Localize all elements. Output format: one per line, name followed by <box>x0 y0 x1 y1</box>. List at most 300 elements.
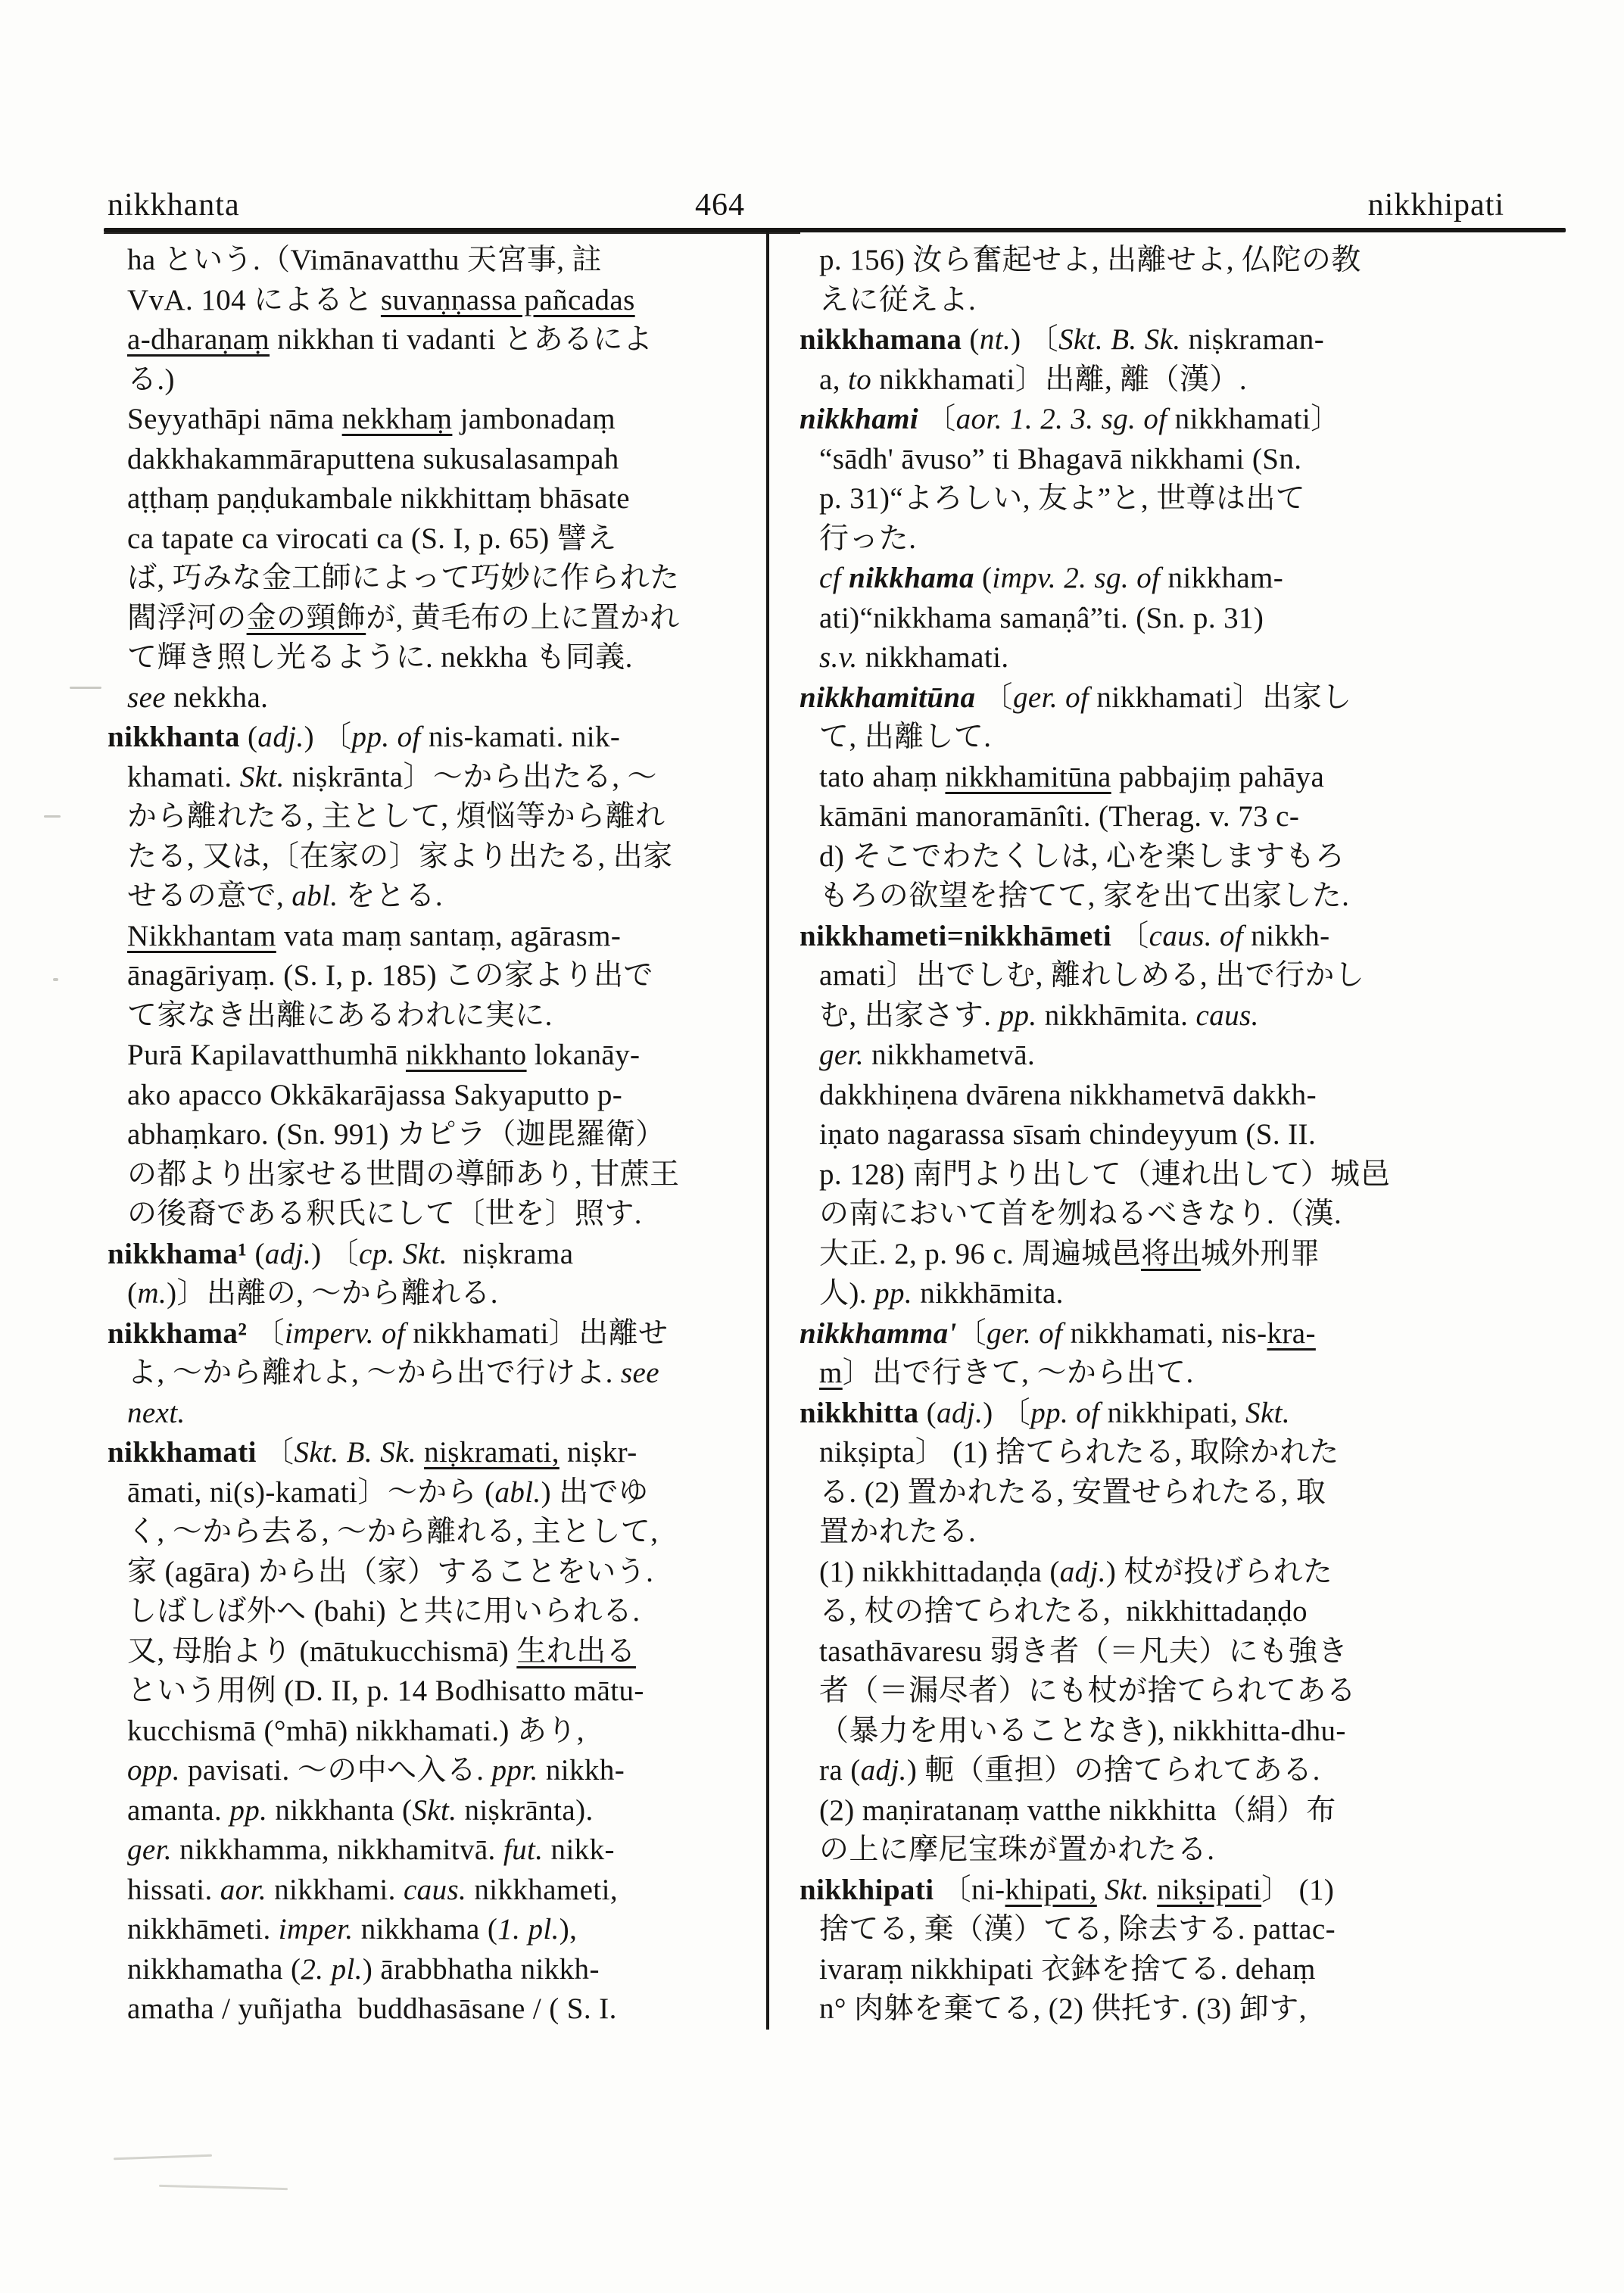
text-segment: （暴力を用いることなき), nikkhitta-dhu- <box>819 1714 1346 1747</box>
text-segment: imperv. of <box>284 1316 406 1350</box>
text-line <box>800 1910 1507 1950</box>
text-segment: hissati. <box>127 1873 220 1906</box>
text-segment: る. (2) 置かれたる, 安置せられたる, 取 <box>819 1475 1326 1509</box>
text-segment: aṭṭhaṃ paṇḍukambale nikkhittaṃ bhāsate <box>127 482 630 515</box>
text-segment: 〔 <box>247 1316 285 1350</box>
text-line <box>800 320 1507 360</box>
text-line <box>800 440 1507 480</box>
text-segment: Skt. <box>412 1793 457 1827</box>
text-line <box>800 479 1507 519</box>
text-segment: Skt. <box>239 760 285 793</box>
text-line <box>108 758 793 798</box>
text-segment: nikkh- <box>1243 919 1330 952</box>
text-segment: Skt. <box>1245 1396 1291 1429</box>
text-segment: cp. Skt. <box>359 1237 447 1270</box>
text-segment: 捨てる, 棄（漢）てる, 除去する. pattac- <box>819 1913 1336 1946</box>
text-segment: pabbajiṃ pahāya <box>1111 760 1325 793</box>
text-line <box>800 956 1507 996</box>
text-segment: nikkhamma' <box>800 1316 957 1350</box>
text-segment: imper. <box>278 1913 354 1946</box>
text-line <box>800 1712 1507 1752</box>
text-line <box>108 1671 793 1712</box>
text-line <box>800 1791 1507 1831</box>
text-segment: Purā Kapilavatthumhā <box>127 1039 406 1071</box>
text-segment: amanta. <box>127 1793 230 1827</box>
text-segment: see <box>620 1357 659 1389</box>
text-segment: ) 軛（重担）の捨てられてある. <box>906 1754 1320 1787</box>
text-segment: dakkhiṇena dvārena nikkhametvā dakkh- <box>819 1078 1317 1111</box>
text-segment: suvaṇṇassa pañcadas <box>380 283 635 316</box>
text-line <box>800 996 1507 1036</box>
text-segment: ( <box>962 323 980 356</box>
text-segment: nikkhametvā. <box>864 1039 1036 1071</box>
text-segment: 〕出で行きて, ～から出て. <box>842 1357 1194 1389</box>
text-segment: の後裔である釈氏にして〔世を〕照す. <box>127 1198 642 1230</box>
text-segment: VvA. 104 によると <box>127 283 381 316</box>
left-column <box>108 241 793 2030</box>
text-segment: kucchismā (°mhā) nikkhamati.) あり, <box>127 1714 584 1747</box>
text-line <box>800 678 1507 718</box>
text-segment: ) 出でゆ <box>541 1475 649 1509</box>
text-segment: ati)“nikkhama samaṇâ”ti. (Sn. p. 31) <box>819 601 1264 634</box>
text-segment: 〔 <box>256 1436 295 1469</box>
text-segment: ger. <box>127 1833 173 1866</box>
text-segment: nikṣipati <box>1157 1873 1262 1906</box>
text-segment: nikkhama² <box>108 1316 248 1350</box>
text-line <box>108 1274 793 1314</box>
text-segment: nikkhipati <box>800 1873 934 1906</box>
text-line <box>108 1155 793 1195</box>
text-line <box>800 1195 1507 1235</box>
text-segment: 生れ出る <box>516 1634 636 1668</box>
text-segment: nikkhāmita. <box>1036 999 1196 1032</box>
text-line <box>800 241 1507 281</box>
text-segment: ) 〔 <box>983 1396 1031 1429</box>
text-line <box>800 1433 1507 1473</box>
text-line <box>108 281 793 321</box>
text-line <box>800 1036 1507 1076</box>
text-line <box>108 1871 793 1911</box>
text-segment: ) 〔 <box>311 1237 360 1270</box>
text-line <box>108 1036 793 1076</box>
text-line <box>800 917 1507 957</box>
text-segment: ivaraṃ nikkhipati 衣鉢を捨てる. dehaṃ <box>819 1952 1316 1986</box>
text-segment: 行った. <box>819 522 917 555</box>
text-segment: nikkhamati <box>108 1436 257 1469</box>
text-segment: Seyyathāpi nāma <box>127 403 342 435</box>
text-segment: nikkhama ( <box>353 1913 498 1946</box>
text-segment: から離れたる, 主として, 煩悩等から離れ <box>127 800 665 833</box>
text-segment <box>416 1436 424 1469</box>
text-segment: nikkhamatha ( <box>127 1952 301 1986</box>
text-line <box>800 1115 1507 1155</box>
text-segment: tato ahaṃ <box>819 760 946 793</box>
text-segment: nikkh- <box>538 1754 625 1787</box>
text-line <box>800 1553 1507 1593</box>
text-segment: nikkhamati〕出離せ <box>405 1316 669 1350</box>
text-segment: dakkhakammāraputtena sukusalasampah <box>127 442 619 475</box>
text-segment: jambonadaṃ <box>452 403 616 435</box>
text-segment: cf <box>819 562 841 594</box>
text-line <box>108 320 793 360</box>
text-segment: niṣkrānta). <box>457 1793 594 1827</box>
text-line <box>800 837 1507 877</box>
text-line <box>108 1989 793 2030</box>
text-line <box>800 360 1507 400</box>
text-segment: 城外刑罪 <box>1200 1237 1320 1270</box>
text-segment: ) 〔 <box>304 721 352 753</box>
text-segment: nikkhamana <box>800 323 962 356</box>
text-segment: もろの欲望を捨てて, 家を出て出家した. <box>819 880 1350 912</box>
text-line <box>108 400 793 440</box>
text-segment: lokanāy- <box>526 1039 641 1071</box>
text-line <box>108 1473 793 1513</box>
text-line <box>800 1274 1507 1314</box>
text-segment: ppr. <box>491 1754 538 1787</box>
text-segment: nekkha. <box>166 681 269 714</box>
text-segment: nikkhanto <box>405 1039 527 1071</box>
text-segment: 者（＝漏尽者）にも杖が捨てられてある <box>819 1675 1357 1707</box>
text-segment: pp. <box>999 999 1037 1032</box>
text-segment: nikkhanta <box>108 721 240 753</box>
text-line <box>800 400 1507 440</box>
text-segment: nikkhamati, nis- <box>1062 1316 1267 1350</box>
text-segment: niṣkrānta〕～から出たる, ～ <box>284 760 657 793</box>
text-segment: せるの意で, <box>127 880 292 912</box>
text-segment: nikkhan ti vadanti とあるによ <box>270 323 653 356</box>
text-segment: 大正. 2, p. 96 c. 周遍城邑 <box>819 1237 1142 1270</box>
text-segment: nikkhāmita. <box>912 1277 1064 1310</box>
text-line <box>800 1830 1507 1871</box>
text-line <box>800 758 1507 798</box>
text-line <box>108 1910 793 1950</box>
text-segment: ( <box>247 1237 265 1270</box>
text-line <box>800 877 1507 917</box>
text-segment: ra ( <box>819 1754 861 1787</box>
text-line <box>108 1712 793 1752</box>
text-segment: m. <box>137 1277 167 1310</box>
text-segment: adj. <box>937 1396 983 1429</box>
text-line <box>108 1950 793 1990</box>
text-line <box>108 1513 793 1553</box>
text-segment: nikkhameti, <box>466 1873 618 1906</box>
text-line <box>108 1314 793 1354</box>
text-segment: caus. <box>1195 999 1259 1032</box>
text-segment: nikkhitta <box>800 1396 919 1429</box>
text-segment: nikkhanta ( <box>267 1793 413 1827</box>
text-segment: adj. <box>1059 1555 1106 1588</box>
text-segment: て輝き照し光るように. nekkha も同義. <box>127 641 633 674</box>
text-segment: amatha / yuñjatha buddhasāsane / ( S. I. <box>127 1992 617 2025</box>
text-segment: iṇato nagarassa sīsaṁ chindeyyum (S. II. <box>819 1118 1317 1151</box>
text-segment: nekkhaṃ <box>341 403 453 435</box>
text-segment: nikkhipati, <box>1099 1396 1246 1429</box>
text-segment: の上に摩尼宝珠が置かれたる. <box>819 1833 1215 1866</box>
text-segment: p. 156) 汝ら奮起せよ, 出離せよ, 仏陀の教 <box>819 244 1361 276</box>
text-segment: nt. <box>979 323 1011 356</box>
text-segment: s.v. <box>819 641 858 674</box>
text-segment: ( <box>239 721 258 753</box>
text-line <box>800 797 1507 837</box>
text-segment: nikkhāmeti. <box>127 1913 279 1946</box>
text-segment: pp. <box>874 1277 913 1310</box>
text-segment: see <box>127 681 166 714</box>
text-line <box>800 281 1507 321</box>
scan-artifact <box>53 978 58 981</box>
text-line <box>108 1830 793 1871</box>
text-line <box>108 519 793 559</box>
text-segment: nikkhamma, nikkhamitvā. <box>172 1833 503 1866</box>
text-segment: て, 出離して. <box>819 721 992 753</box>
text-segment: る, 杖の捨てられたる, nikkhittadaṇḍo <box>819 1595 1308 1628</box>
text-segment: 2. pl. <box>301 1952 363 1986</box>
text-line <box>108 638 793 678</box>
text-line <box>800 1394 1507 1434</box>
text-segment: niṣkr- <box>559 1436 637 1469</box>
text-line <box>800 599 1507 639</box>
text-line <box>108 837 793 877</box>
text-segment: る.) <box>127 363 175 396</box>
text-line <box>800 1751 1507 1791</box>
scan-artifact <box>44 815 61 818</box>
text-segment: nikkham- <box>1160 562 1284 594</box>
text-line <box>108 241 793 281</box>
text-line <box>800 559 1507 599</box>
header-rule <box>104 228 1566 232</box>
text-segment: nikkhama <box>849 562 974 594</box>
text-segment: caus. <box>403 1873 467 1906</box>
text-line <box>108 718 793 758</box>
text-segment: ( <box>974 562 993 594</box>
text-segment: nikkhamati〕 <box>1167 403 1341 435</box>
text-segment: abhaṃkaro. (Sn. 991) カピラ（迦毘羅衛） <box>127 1118 665 1151</box>
text-segment: vata maṃ santaṃ, agārasm- <box>276 919 622 952</box>
text-line <box>800 1592 1507 1632</box>
text-segment: next. <box>127 1396 185 1429</box>
text-segment: ( <box>918 1396 937 1429</box>
text-segment: to <box>848 363 872 396</box>
text-segment: p. 128) 南門より出して（連れ出して）城邑 <box>819 1157 1390 1191</box>
text-segment: “sādh' āvuso” ti Bhagavā nikkhami (Sn. <box>819 442 1302 475</box>
text-segment: p. 31)“よろしい, 友よ”と, 世尊は出て <box>819 482 1306 515</box>
text-segment: aor. <box>220 1873 267 1906</box>
text-line <box>108 1791 793 1831</box>
text-segment: nikkhamitūna <box>800 681 976 714</box>
text-line <box>800 1871 1507 1911</box>
text-segment: 将出 <box>1141 1237 1201 1270</box>
scan-artifact <box>114 2154 212 2161</box>
text-segment: a, <box>819 363 849 396</box>
text-segment: tasathāvaresu 弱き者（＝凡夫）にも強き <box>819 1634 1348 1668</box>
text-segment: ) 杖が投げられた <box>1105 1555 1333 1588</box>
text-segment: ca tapate ca virocati ca (S. I, p. 65) 譬え <box>127 522 617 555</box>
text-segment: 置かれたる. <box>819 1516 977 1548</box>
text-line <box>108 479 793 519</box>
text-segment: て家なき出離にあるわれに実に. <box>127 999 553 1032</box>
text-line <box>108 599 793 639</box>
text-segment: く, ～から去る, ～から離れる, 主として, <box>127 1516 659 1548</box>
text-segment: (1) nikkhittadaṇḍa ( <box>819 1555 1060 1588</box>
text-segment: ば, 巧みな金工師によって巧妙に作られた <box>127 562 680 594</box>
text-segment: khamati. <box>127 760 240 793</box>
text-segment: abl. <box>494 1475 541 1509</box>
text-segment: たる, 又は,〔在家の〕家より出たる, 出家 <box>127 840 673 873</box>
text-segment: 閻浮河の <box>127 601 247 634</box>
text-segment: ) ārabbhatha nikkh- <box>362 1952 600 1986</box>
text-segment: adj. <box>257 721 304 753</box>
scan-artifact <box>70 687 101 689</box>
text-line <box>800 1314 1507 1354</box>
text-segment: nikkhamitūna <box>945 760 1111 793</box>
text-segment: niṣkraman- <box>1180 323 1325 356</box>
text-line <box>800 1950 1507 1990</box>
text-segment: a-dharaṇaṃ <box>127 323 270 356</box>
text-segment: kāmāni manoramānîti. (Therag. v. 73 c- <box>819 800 1300 833</box>
text-line <box>800 1989 1507 2030</box>
text-segment: aor. 1. 2. 3. sg. of <box>955 403 1167 435</box>
text-segment: Skt. B. Sk. <box>294 1436 416 1469</box>
text-segment: 〔 <box>918 403 956 435</box>
scan-artifact <box>159 2185 288 2190</box>
text-line <box>108 1553 793 1593</box>
text-segment: nikkhamati〕出離, 離（漢）. <box>871 363 1248 396</box>
text-line <box>108 1751 793 1791</box>
text-segment: 又, 母胎より (mātukucchismā) <box>127 1634 517 1668</box>
text-line <box>108 1115 793 1155</box>
text-segment: をとる. <box>338 880 444 912</box>
text-segment: ānagāriyaṃ. (S. I, p. 185) この家より出で <box>127 959 653 992</box>
text-segment: pp. of <box>1030 1396 1100 1429</box>
header-guide-word-right: nikkhipati <box>1367 188 1504 223</box>
text-segment: nikkhami <box>800 403 919 435</box>
text-line <box>800 1155 1507 1195</box>
text-line <box>108 917 793 957</box>
text-line <box>108 996 793 1036</box>
text-segment <box>1097 1874 1105 1906</box>
text-segment: Skt. B. Sk. <box>1058 323 1181 356</box>
right-column <box>800 241 1507 2030</box>
text-segment: caus. of <box>1149 919 1244 952</box>
text-segment: khipati, <box>1005 1873 1097 1906</box>
text-line <box>800 1235 1507 1275</box>
text-segment: adj. <box>264 1237 312 1270</box>
text-line <box>800 718 1507 758</box>
text-segment: ha という.（Vimānavatthu 天宮事, 註 <box>127 244 602 276</box>
text-segment: Skt. <box>1104 1873 1149 1906</box>
text-line <box>108 956 793 996</box>
text-segment: 〕 (1) <box>1261 1873 1335 1906</box>
text-line <box>108 1076 793 1116</box>
text-segment: )〕出離の, ～から離れる. <box>167 1277 498 1310</box>
text-line <box>108 360 793 400</box>
text-segment: kra- <box>1267 1316 1316 1350</box>
text-segment: (2) maṇiratanaṃ vatthe nikkhitta（絹）布 <box>819 1793 1336 1827</box>
text-segment: の南において首を刎ねるべきなり.（漢. <box>819 1198 1342 1230</box>
text-segment: pp. <box>229 1793 268 1827</box>
text-line <box>800 1354 1507 1394</box>
text-segment: opp. <box>127 1754 180 1787</box>
text-line <box>800 1473 1507 1513</box>
text-segment: pavisati. ～の中へ入る. <box>179 1754 492 1787</box>
text-segment: が, 黄毛布の上に置かれ <box>366 601 680 634</box>
text-segment: nis-kamati. nik- <box>420 721 621 753</box>
text-segment: ger. <box>819 1039 865 1071</box>
text-segment: しばしば外へ (bahi) と共に用いられる. <box>127 1595 641 1628</box>
text-segment: nikkhameti=nikkhāmeti <box>800 919 1112 952</box>
text-line <box>108 1354 793 1394</box>
text-line <box>108 1394 793 1434</box>
text-line <box>108 1433 793 1473</box>
text-line <box>108 797 793 837</box>
text-segment: nikkhami. <box>267 1873 404 1906</box>
text-segment: 〔ni- <box>934 1873 1005 1906</box>
text-segment: 1. pl. <box>497 1913 560 1946</box>
text-segment: 〔 <box>956 1316 987 1350</box>
text-segment: n° 肉躰を棄てる, (2) 供托す. (3) 卸す, <box>819 1992 1307 2025</box>
text-segment: む, 出家さす. <box>819 999 999 1032</box>
text-segment: nikkhama¹ <box>108 1237 248 1270</box>
text-line <box>108 1632 793 1672</box>
text-segment: niṣkrama <box>447 1237 574 1270</box>
text-segment: 〔 <box>975 681 1013 714</box>
text-line <box>108 678 793 718</box>
text-segment: adj. <box>860 1754 907 1787</box>
text-line <box>108 1195 793 1235</box>
text-line <box>108 559 793 599</box>
text-line <box>108 877 793 917</box>
text-segment: 〔 <box>1111 919 1149 952</box>
text-segment: の都より出家せる世間の導師あり, 甘蔗王 <box>127 1157 680 1191</box>
text-segment: nikkhamati. <box>857 641 1009 674</box>
text-segment: fut. <box>503 1833 544 1866</box>
text-line <box>800 638 1507 678</box>
header-guide-word-left: nikkhanta <box>108 188 240 223</box>
text-segment: よ, ～から離れよ, ～から出で行けよ. <box>127 1357 621 1389</box>
text-segment: abl. <box>291 880 338 912</box>
text-line <box>108 1235 793 1275</box>
text-segment: ger. of <box>1012 681 1089 714</box>
text-segment: impv. 2. sg. of <box>992 562 1161 594</box>
text-segment: Nikkhantam <box>127 919 276 952</box>
text-segment: えに従えよ. <box>819 283 977 316</box>
text-segment: nikk- <box>543 1833 615 1866</box>
text-line <box>800 1076 1507 1116</box>
text-line <box>800 1513 1507 1553</box>
header-page-number: 464 <box>695 188 745 223</box>
text-segment: ) 〔 <box>1011 323 1059 356</box>
text-line <box>800 1671 1507 1712</box>
text-segment: m <box>819 1357 843 1389</box>
text-segment: 人). <box>819 1277 875 1310</box>
text-segment: niṣkramati, <box>424 1436 560 1469</box>
text-segment: pp. of <box>351 721 421 753</box>
text-segment <box>841 562 849 594</box>
text-segment: ), <box>559 1913 578 1946</box>
text-segment: 金の頸飾 <box>246 601 366 634</box>
text-segment: nikṣipta〕 (1) 捨てられたる, 取除かれた <box>819 1436 1339 1469</box>
text-segment: d) そこでわたくしは, 心を楽しますもろ <box>819 840 1345 873</box>
text-line <box>800 519 1507 559</box>
text-segment: amati〕出でしむ, 離れしめる, 出で行かし <box>819 959 1365 992</box>
text-line <box>108 440 793 480</box>
text-line <box>108 1592 793 1632</box>
text-segment: ( <box>127 1277 138 1310</box>
text-segment: ger. of <box>987 1316 1063 1350</box>
text-segment: という用例 (D. II, p. 14 Bodhisatto mātu- <box>127 1675 644 1707</box>
text-segment: ako apacco Okkākarājassa Sakyaputto p- <box>127 1078 623 1111</box>
text-line <box>800 1632 1507 1672</box>
text-segment: 家 (agāra) から出（家）することをいう. <box>127 1555 654 1588</box>
